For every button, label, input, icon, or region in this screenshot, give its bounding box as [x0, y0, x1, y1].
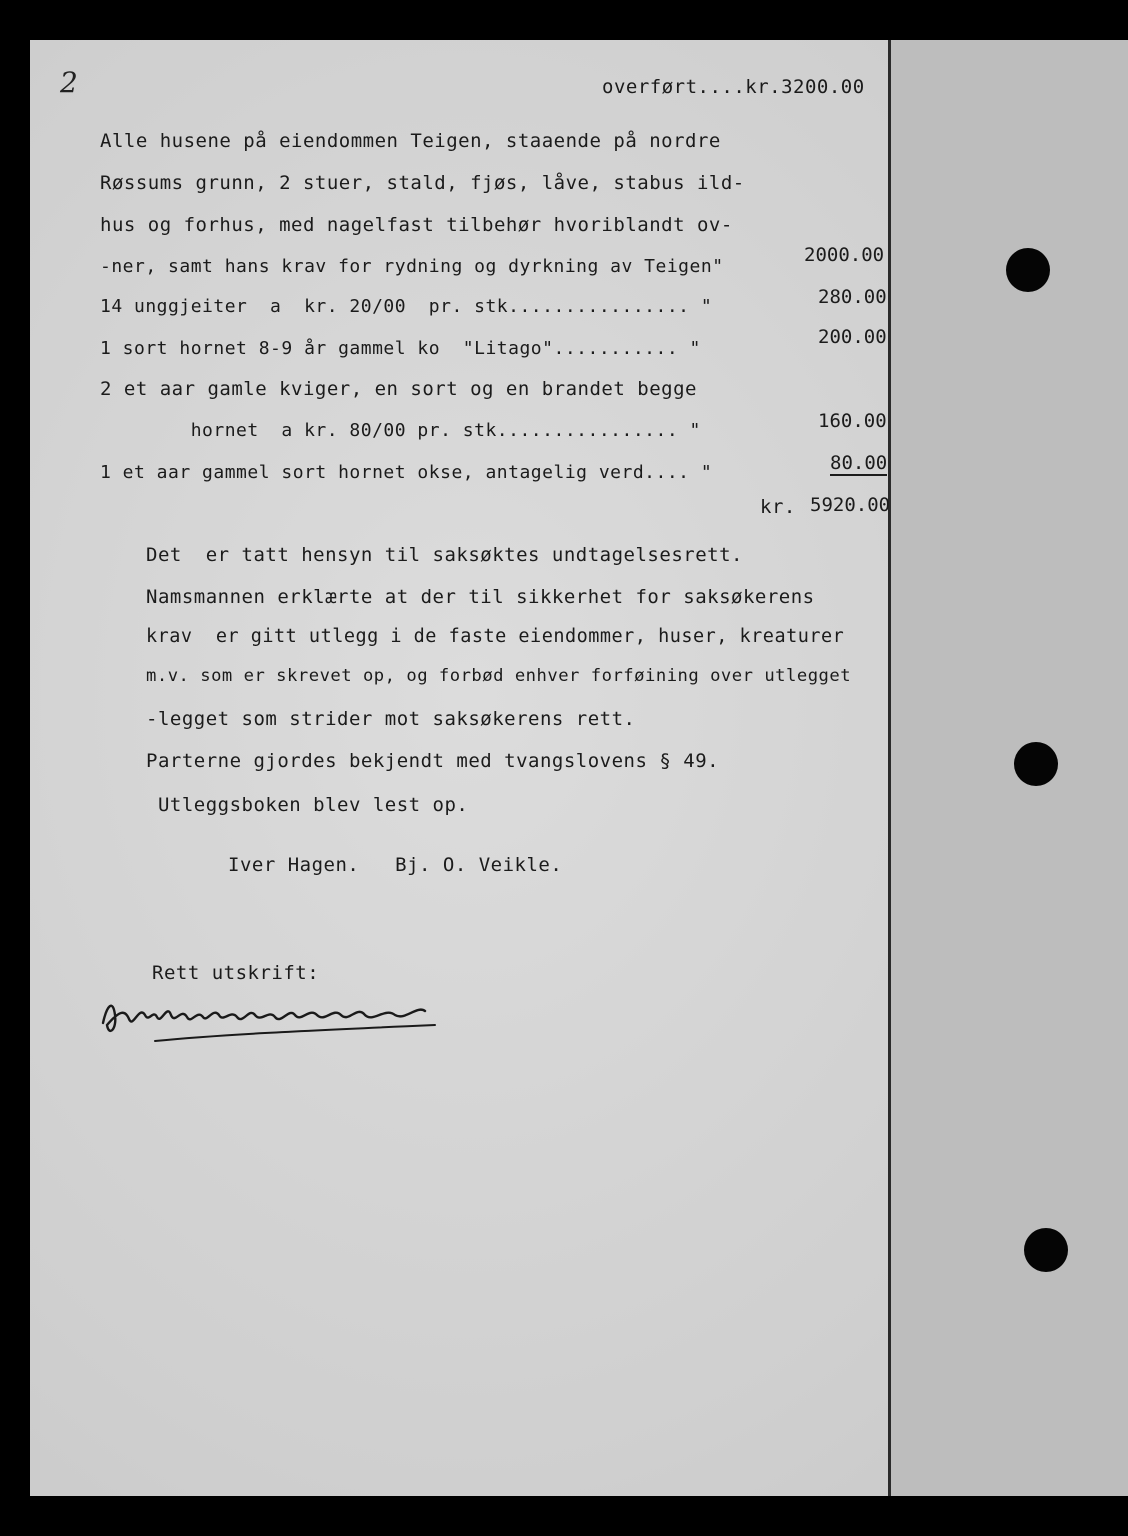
body-line: Utleggsboken blev lest op.: [146, 794, 469, 816]
punch-hole-icon: [1014, 742, 1058, 786]
signatures: Iver Hagen. Bj. O. Veikle.: [228, 854, 563, 876]
item-amount: 2000.00: [804, 244, 885, 266]
certification-label: Rett utskrift:: [152, 962, 320, 984]
body-line: m.v. som er skrevet op, og forbød enhver forføining over utlegget: [146, 666, 852, 686]
item-line: 14 unggjeiter a kr. 20/00 pr. stk................ ": [100, 296, 713, 317]
item-line: hus og forhus, med nagelfast tilbehør hvoriblandt ov-: [100, 214, 733, 236]
body-line: Parterne gjordes bekjendt med tvangslovens § 49.: [146, 750, 720, 772]
item-amount: 160.00: [818, 410, 887, 432]
total-label: kr.: [760, 496, 796, 518]
item-line: 1 et aar gammel sort hornet okse, antagelig verd.... ": [100, 462, 713, 483]
item-line: 2 et aar gamle kviger, en sort og en brandet begge: [100, 378, 697, 400]
item-amount: 200.00: [818, 326, 887, 348]
item-line: -ner, samt hans krav for rydning og dyrkning av Teigen": [100, 256, 724, 277]
carried-over-header: overført....kr.3200.00: [602, 76, 865, 98]
punch-hole-icon: [1024, 1228, 1068, 1272]
margin-line: [888, 40, 891, 1496]
body-line: -legget som strider mot saksøkerens rett.: [146, 708, 636, 730]
handwritten-signature-icon: [95, 985, 455, 1055]
item-line: 1 sort hornet 8-9 år gammel ko "Litago"........... ": [100, 338, 701, 359]
total-amount: 5920.00: [810, 494, 891, 516]
body-line: Namsmannen erklærte at der til sikkerhet for saksøkerens: [146, 586, 815, 608]
page-number: 2: [60, 66, 78, 99]
body-line: Det er tatt hensyn til saksøktes undtagelsesrett.: [146, 544, 743, 566]
body-line: krav er gitt utlegg i de faste eiendommer, huser, kreaturer: [146, 626, 845, 647]
item-line: Røssums grunn, 2 stuer, stald, fjøs, låve, stabus ild-: [100, 172, 745, 194]
item-line: hornet a kr. 80/00 pr. stk................ ": [100, 420, 701, 441]
item-amount: 280.00: [818, 286, 887, 308]
punch-hole-icon: [1006, 248, 1050, 292]
item-amount: 80.00: [830, 452, 888, 474]
item-line: Alle husene på eiendommen Teigen, staaende på nordre: [100, 130, 721, 152]
